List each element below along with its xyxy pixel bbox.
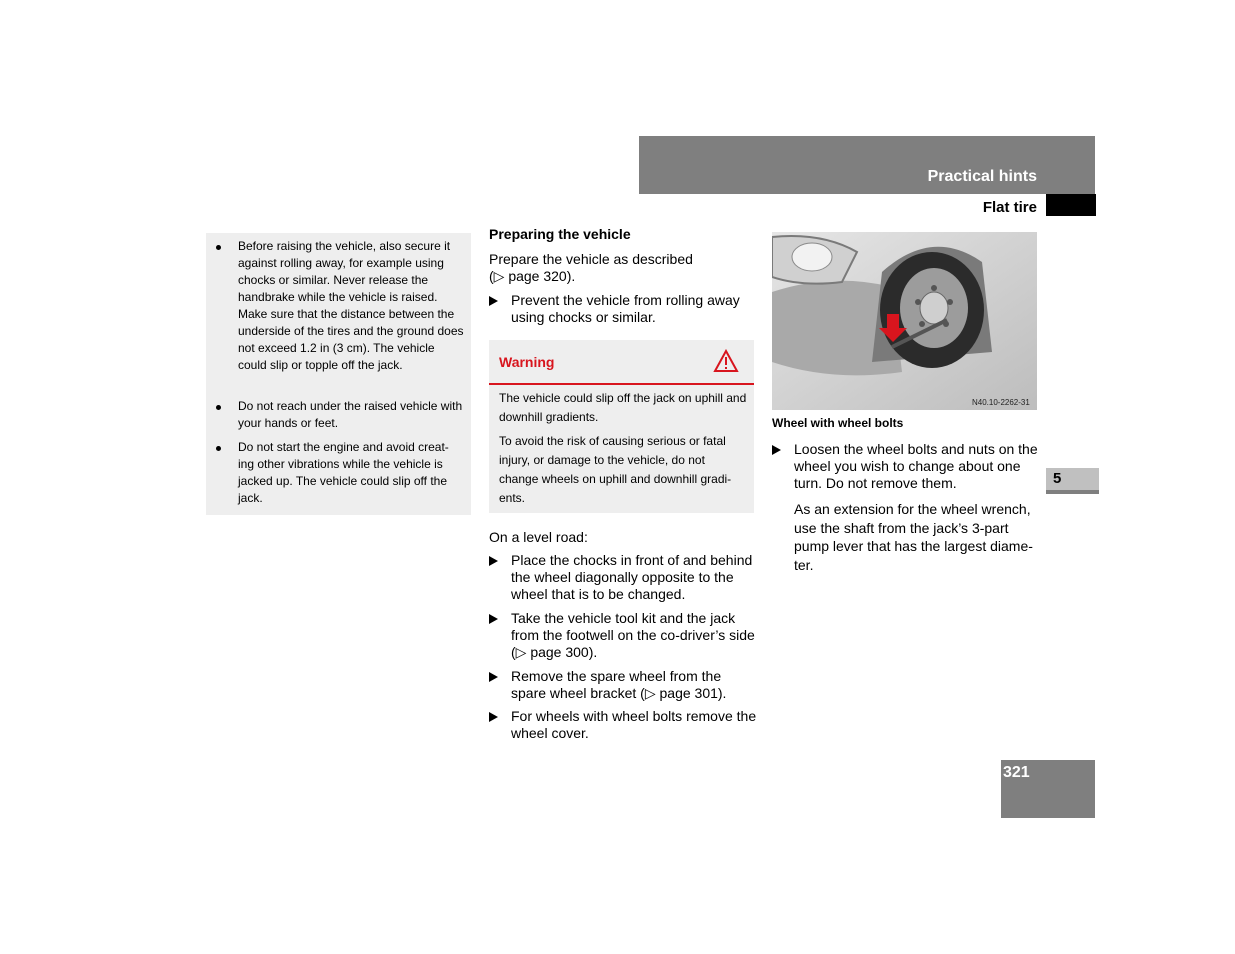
warning-header xyxy=(489,340,754,385)
figure-caption: Wheel with wheel bolts xyxy=(772,416,904,430)
step-text: Prevent the vehicle from rolling away using chocks or similar. xyxy=(511,292,740,325)
step-arrow-icon xyxy=(489,556,498,566)
chapter-number: 5 xyxy=(1053,470,1062,487)
extension-note: As an extension for the wheel wrench, use the shaft from the jack’s 3-part pump lever that has the largest diame-ter. xyxy=(794,501,1033,573)
step-arrow-icon xyxy=(489,672,498,682)
step-text: Take the vehicle tool kit and the jack from the footwell on the co-driver’s side (▷ page 300). xyxy=(511,610,755,660)
step-text: For wheels with wheel bolts remove the wheel cover. xyxy=(511,708,757,741)
safety-note xyxy=(238,238,464,374)
bullet-dot-icon xyxy=(216,405,221,410)
warning-triangle-icon xyxy=(713,349,739,373)
warning-text: To avoid the risk of causing serious or fatal injury, or damage to the vehicle, do not change wheels on uphill and downhill gradi-ents. xyxy=(499,434,732,505)
section-heading: Preparing the vehicle xyxy=(489,226,631,242)
safety-note xyxy=(238,398,464,432)
intro-text: Prepare the vehicle as described (▷ page 320). xyxy=(489,251,693,284)
chapter-tab-underline xyxy=(1046,490,1099,494)
subsection-title: Flat tire xyxy=(982,199,1037,216)
step-item xyxy=(489,292,759,326)
safety-note-text: Before raising the vehicle, also secure it against rolling away, for example using chocks or similar. Never release the handbrake while the vehicle is raised. Make sure that the distance between the underside of the tires and the ground does not exceed 1.2 in (3 cm). The vehicle could slip or topple off the jack. xyxy=(238,239,464,372)
step-arrow-icon xyxy=(489,296,498,306)
safety-notes-box xyxy=(206,233,471,515)
step-item xyxy=(772,441,1040,492)
subsection-marker xyxy=(1046,194,1096,216)
step-item xyxy=(489,552,759,603)
page-number: 321 xyxy=(1003,764,1030,781)
image-code: N40.10-2262-31 xyxy=(972,398,1030,407)
safety-note-text: Do not reach under the raised vehicle with your hands or feet. xyxy=(238,399,463,430)
section-title: Practical hints xyxy=(927,168,1037,185)
level-road-label: On a level road: xyxy=(489,529,588,545)
warning-box xyxy=(489,340,754,513)
warning-text: The vehicle could slip off the jack on uphill and downhill gradients. xyxy=(499,391,747,424)
warning-label: Warning xyxy=(499,354,555,370)
step-text: Remove the spare wheel from the spare wheel bracket (▷ page 301). xyxy=(511,668,727,701)
step-arrow-icon xyxy=(489,712,498,722)
safety-note xyxy=(238,439,464,507)
step-item xyxy=(489,610,759,661)
safety-note-text: Do not start the engine and avoid creat-ing other vibrations while the vehicle is jacked up. The vehicle could slip off the jack. xyxy=(238,440,449,505)
step-item xyxy=(489,708,759,742)
step-text: Place the chocks in front of and behind the wheel diagonally opposite to the wheel that is to be changed. xyxy=(511,552,753,602)
step-arrow-icon xyxy=(489,614,498,624)
step-text: Loosen the wheel bolts and nuts on the wheel you wish to change about one turn. Do not remove them. xyxy=(794,441,1038,491)
wheel-bolts-image xyxy=(772,232,1037,410)
bullet-dot-icon xyxy=(216,245,221,250)
wheel-illustration xyxy=(772,232,1037,410)
step-item xyxy=(489,668,759,702)
bullet-dot-icon xyxy=(216,446,221,451)
step-arrow-icon xyxy=(772,445,781,455)
